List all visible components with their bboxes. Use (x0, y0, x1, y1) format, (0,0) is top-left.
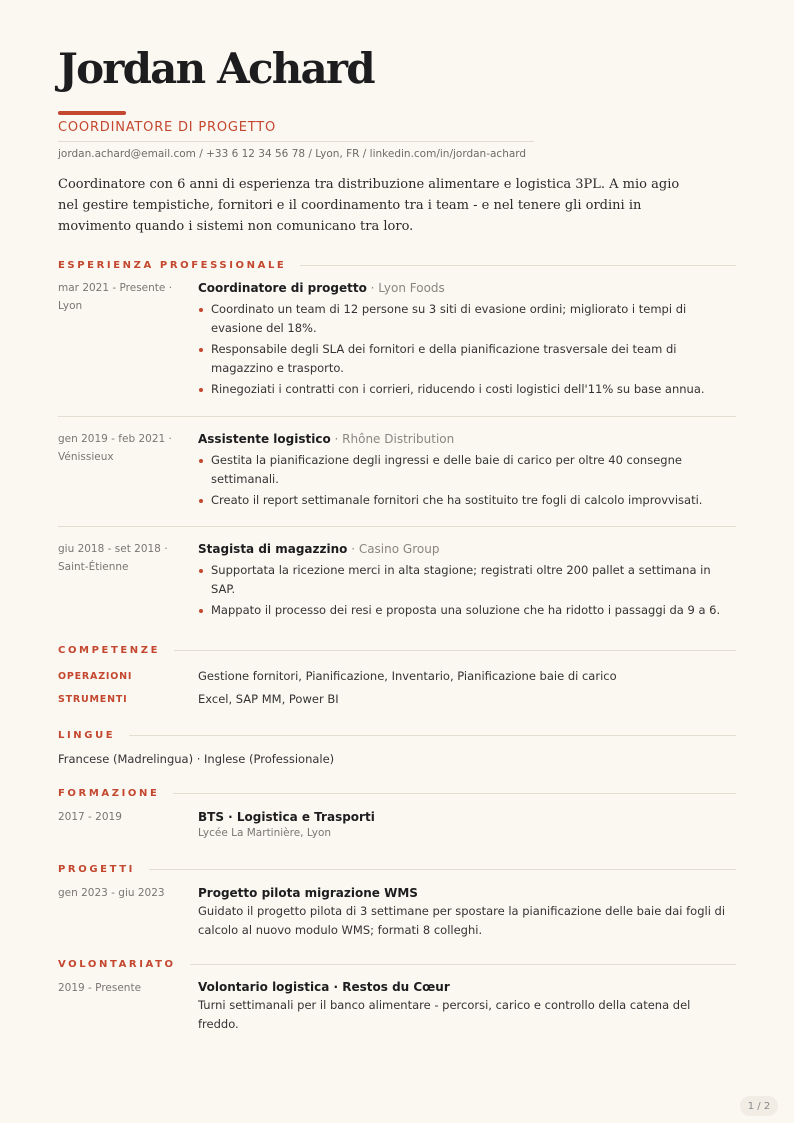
education-date: 2017 - 2019 (58, 811, 122, 823)
section-languages-header (58, 728, 736, 742)
page-indicator: 1 / 2 (740, 1096, 778, 1116)
job-place: Vénissieux (58, 451, 114, 463)
job-title-line (198, 279, 736, 297)
section-title: PROGETTI (58, 863, 135, 875)
job-2-meta (58, 430, 193, 466)
section-title: LINGUE (58, 729, 116, 741)
list-item: Rinegoziati i contratti con i corrieri, riducendo i costi logistici dell'11% su base annua. (198, 380, 736, 399)
section-experience-header (58, 258, 736, 272)
job-title-line (198, 430, 736, 448)
list-item: Supportata la ricezione merci in alta stagione; registrati oltre 200 pallet a settimana in SAP. (198, 561, 736, 599)
section-title: VOLONTARIATO (58, 958, 176, 970)
project-entry (198, 884, 736, 940)
list-item: Responsabile degli SLA dei fornitori e della pianificazione trasversale dei team di magazzino e trasporto. (198, 340, 736, 378)
job-company: · Rhône Distribution (330, 432, 455, 446)
section-rule (190, 964, 736, 965)
job-date: mar 2021 - Presente · (58, 282, 173, 294)
section-title: FORMAZIONE (58, 787, 160, 799)
job-title-line (198, 540, 736, 558)
job-place: Saint-Étienne (58, 561, 129, 573)
degree-name: BTS · Logistica e Trasporti (198, 810, 375, 824)
volunteering-date: 2019 - Presente (58, 982, 142, 994)
section-rule (173, 793, 736, 794)
job-1-meta (58, 279, 193, 315)
list-item: Gestita la pianificazione degli ingressi e delle baie di carico per oltre 40 consegne settimanali. (198, 451, 736, 489)
job-title: Assistente logistico (198, 432, 331, 446)
job-3-meta (58, 540, 193, 576)
job-title: Coordinatore di progetto (198, 281, 367, 295)
project-description: Guidato il progetto pilota di 3 settimane per spostare la pianificazione delle baie dai fogli di calcolo al nuovo modulo WMS; formati 8 colleghi. (198, 904, 726, 937)
job-company: · Casino Group (347, 542, 440, 556)
education-entry (198, 808, 736, 839)
job-3 (198, 540, 736, 622)
section-volunteering-header (58, 957, 736, 971)
school-name: Lycée La Martinière, Lyon (198, 827, 332, 839)
project-date: gen 2023 - giu 2023 (58, 887, 165, 899)
section-title: ESPERIENZA PROFESSIONALE (58, 259, 287, 271)
volunteering-description: Turni settimanali per il banco alimentare - percorsi, carico e controllo della catena del freddo. (198, 998, 691, 1031)
contact-info: jordan.achard@email.com / +33 6 12 34 56 78 / Lyon, FR / linkedin.com/in/jordan-achard (58, 148, 527, 160)
volunteering-entry (198, 978, 698, 1034)
job-divider (58, 526, 736, 527)
section-rule (174, 650, 736, 651)
profile-summary: Coordinatore con 6 anni di esperienza tra distribuzione alimentare e logistica 3PL. A mio agio nel gestire tempistiche, fornitori e il coordinamento tra i team - e nel tenere gli ordini in movimento quando i sistemi non comunicano tra loro. (58, 177, 680, 234)
languages-text: Francese (Madrelingua) · Inglese (Professionale) (58, 752, 335, 766)
section-rule (149, 869, 736, 870)
contact-divider (58, 141, 534, 142)
accent-bar (58, 111, 126, 115)
job-company: · Lyon Foods (366, 281, 445, 295)
job-date: gen 2019 - feb 2021 · (58, 433, 172, 445)
job-date: giu 2018 - set 2018 · (58, 543, 168, 555)
job-1 (198, 279, 736, 401)
skill-category: STRUMENTI (58, 694, 128, 705)
section-rule (129, 735, 736, 736)
section-rule (300, 265, 736, 266)
job-bullets (198, 561, 736, 620)
list-item: Creato il report settimanale fornitori che ha sostituito tre fogli di calcolo improvvisati. (198, 491, 736, 510)
job-role: COORDINATORE DI PROGETTO (58, 120, 277, 135)
volunteering-title (198, 978, 698, 996)
skill-category: OPERAZIONI (58, 671, 133, 682)
job-place: Lyon (58, 300, 83, 312)
list-item: Coordinato un team di 12 persone su 3 siti di evasione ordini; migliorato i tempi di evasione del 18%. (198, 300, 736, 338)
skill-values: Excel, SAP MM, Power BI (198, 692, 339, 706)
section-title: COMPETENZE (58, 644, 161, 656)
education-title (198, 808, 736, 826)
project-name: Progetto pilota migrazione WMS (198, 886, 418, 900)
candidate-name: Jordan Achard (58, 44, 374, 93)
job-bullets (198, 451, 736, 510)
job-bullets (198, 300, 736, 399)
section-education-header (58, 786, 736, 800)
section-skills-header (58, 643, 736, 657)
job-title: Stagista di magazzino (198, 542, 348, 556)
section-projects-header (58, 862, 736, 876)
list-item: Mappato il processo dei resi e proposta una soluzione che ha ridotto i passaggi da 9 a 6. (198, 601, 736, 620)
project-title (198, 884, 736, 902)
skill-values: Gestione fornitori, Pianificazione, Inventario, Pianificazione baie di carico (198, 669, 617, 683)
job-divider (58, 416, 736, 417)
volunteering-role: Volontario logistica · Restos du Cœur (198, 980, 450, 994)
job-2 (198, 430, 736, 512)
